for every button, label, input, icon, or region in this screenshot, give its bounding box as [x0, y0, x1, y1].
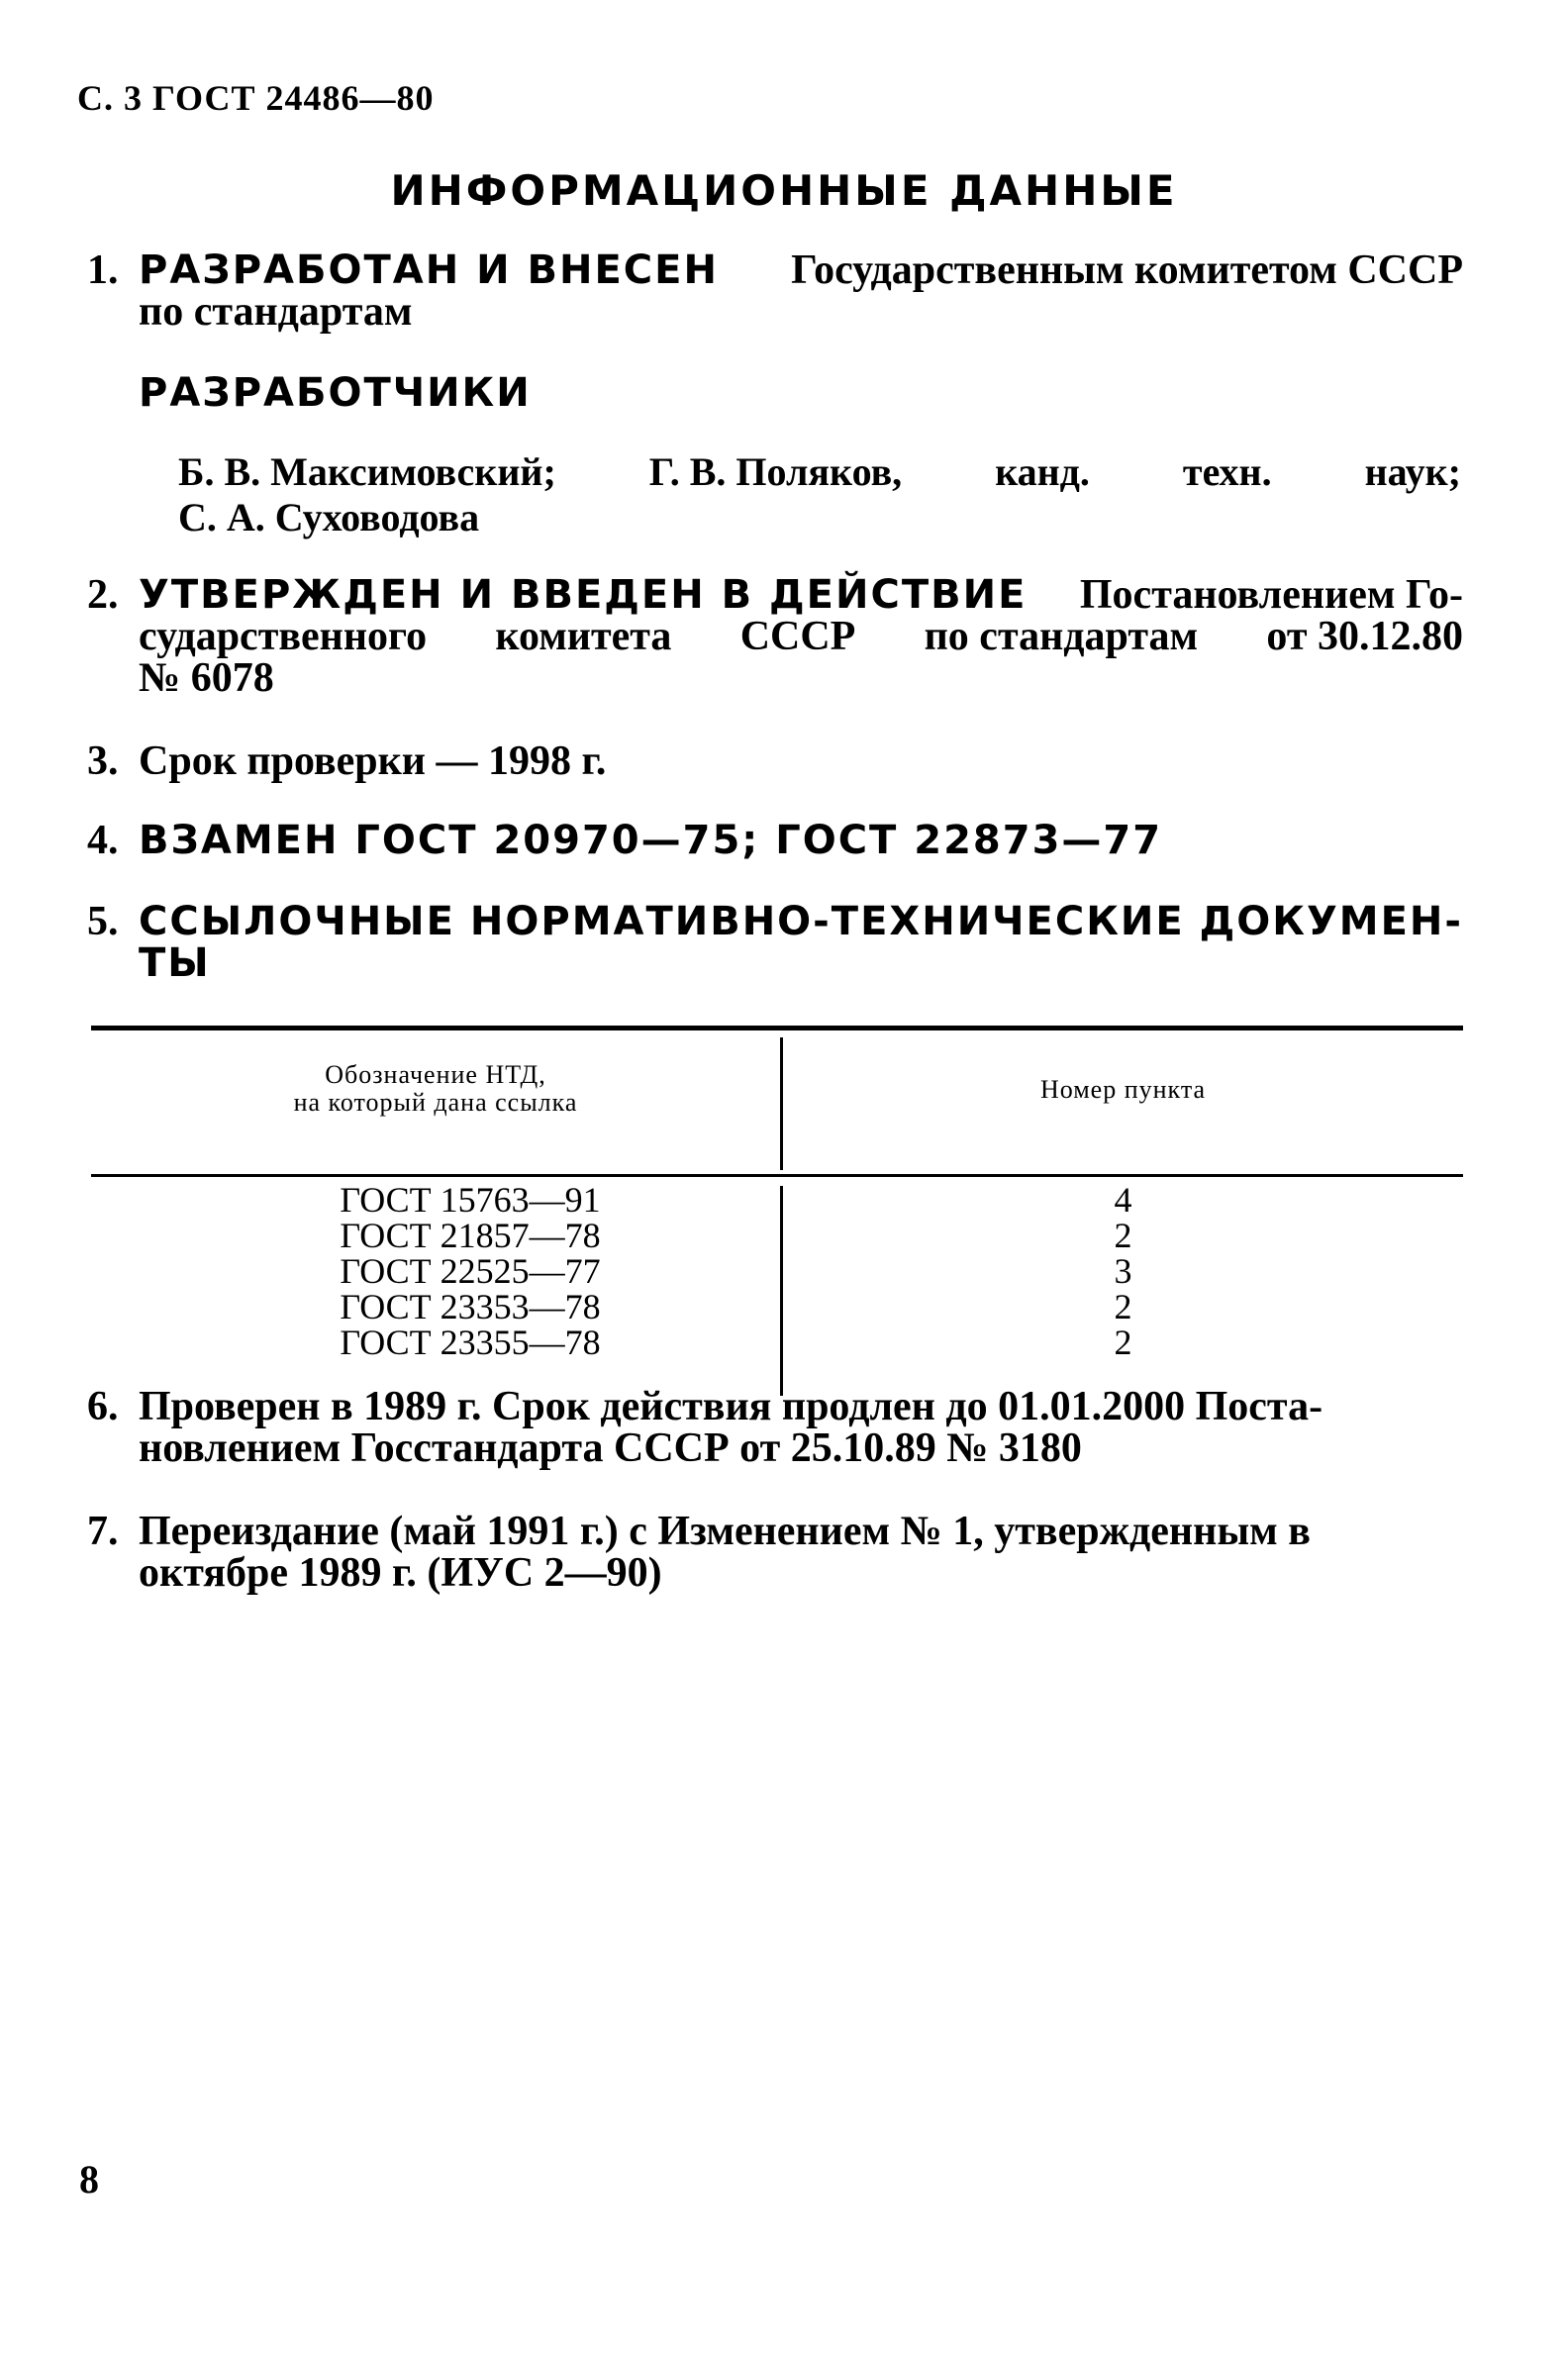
table-header-document [91, 1061, 780, 1117]
table-row-2-clause: 2 [1114, 1216, 1132, 1255]
table-row-3-document: ГОСТ 22525—77 [340, 1251, 601, 1291]
table-top-rule [91, 1026, 1463, 1030]
developer-2: Г. В. Поляков, [648, 449, 903, 494]
item-5-number: 5. [87, 899, 119, 944]
item-2-number: 2. [87, 572, 119, 618]
item-6-line-2: новлением Госстандарта СССР от 25.10.89 № 3180 [139, 1425, 1082, 1471]
degree-word-2: техн. [1182, 449, 1272, 494]
degree-word-1: канд. [995, 449, 1090, 494]
table-document-column [91, 1182, 780, 1360]
page-title: ИНФОРМАЦИОННЫЕ ДАННЫЕ [390, 166, 1178, 215]
table-row-1-document: ГОСТ 15763—91 [340, 1180, 601, 1220]
table-row-4-clause: 2 [1114, 1287, 1132, 1326]
page-header: С. 3 ГОСТ 24486—80 [77, 78, 435, 118]
item-2-word-4: по стандартам [924, 614, 1199, 659]
item-2-word-2: комитета [495, 614, 672, 659]
item-1-caps: РАЗРАБОТАН И ВНЕСЕН [139, 247, 719, 293]
item-7-line-1: Переиздание (май 1991 г.) с Изменением № 1, утвержденным в [139, 1509, 1311, 1554]
item-4-number: 4. [87, 818, 119, 863]
item-1-line-1 [87, 249, 1463, 291]
table-row-5-clause: 2 [1114, 1323, 1132, 1362]
item-2-caps: УТВЕРЖДЕН И ВВЕДЕН В ДЕЙСТВИЕ [139, 572, 1028, 618]
item-1-line-2: по стандартам [139, 289, 413, 335]
header-document-line-1: Обозначение НТД, [325, 1060, 546, 1089]
item-5-word-2: НОРМАТИВНО-ТЕХНИЧЕСКИЕ [469, 899, 1185, 944]
item-5 [87, 901, 1463, 984]
item-7 [87, 1511, 1463, 1594]
developers-line-1 [178, 449, 1461, 495]
item-2-rest: Постановлением Го- [1079, 572, 1463, 618]
item-1 [87, 249, 1463, 333]
item-5-line-1 [87, 901, 1463, 942]
developers-list [178, 449, 1461, 540]
item-3-number: 3. [87, 738, 119, 784]
developers-heading: РАЗРАБОТЧИКИ [139, 370, 532, 416]
developer-1: Б. В. Максимовский; [178, 449, 556, 494]
item-2-line-2 [87, 616, 1463, 657]
item-7-line-2: октябре 1989 г. (ИУС 2—90) [139, 1550, 662, 1596]
developers-line-2: С. А. Суховодова [178, 495, 480, 539]
item-4 [87, 820, 1463, 861]
item-2-word-3: СССР [739, 614, 856, 659]
item-2-line-1 [87, 574, 1463, 616]
item-1-number: 1. [87, 247, 119, 293]
item-1-rest: Государственным комитетом СССР [791, 247, 1463, 293]
table-row-4-document: ГОСТ 23353—78 [340, 1287, 601, 1326]
item-5-word-3: ДОКУМЕН- [1199, 899, 1463, 944]
item-2 [87, 574, 1463, 699]
reference-table [91, 1026, 1463, 1362]
item-3 [87, 740, 1463, 782]
table-row-1-clause: 4 [1114, 1180, 1132, 1220]
item-5-line-2: ТЫ [139, 940, 211, 986]
item-7-number: 7. [87, 1509, 119, 1554]
table-clause-column [783, 1182, 1463, 1360]
item-2-word-1: сударственного [139, 614, 428, 659]
item-6-line-1: Проверен в 1989 г. Срок действия продлен до 01.01.2000 Поста- [139, 1384, 1323, 1429]
table-row-2-document: ГОСТ 21857—78 [340, 1216, 601, 1255]
table-header-clause: Номер пункта [1039, 1075, 1207, 1104]
degree-word-3: наук; [1364, 449, 1461, 494]
table-header-rule [91, 1174, 1463, 1177]
table-row-5-document: ГОСТ 23355—78 [340, 1323, 601, 1362]
item-5-word-1: ССЫЛОЧНЫЕ [139, 899, 455, 944]
item-3-text: Срок проверки — 1998 г. [139, 738, 607, 784]
item-2-word-5: от 30.12.80 [1266, 614, 1463, 659]
item-2-line-3: № 6078 [139, 655, 274, 701]
item-6 [87, 1386, 1463, 1469]
page-number: 8 [79, 2157, 99, 2202]
header-document-line-2: на который дана ссылка [293, 1088, 578, 1117]
item-4-text: ВЗАМЕН ГОСТ 20970—75; ГОСТ 22873—77 [139, 818, 1163, 863]
table-row-3-clause: 3 [1114, 1251, 1132, 1291]
item-6-number: 6. [87, 1384, 119, 1429]
